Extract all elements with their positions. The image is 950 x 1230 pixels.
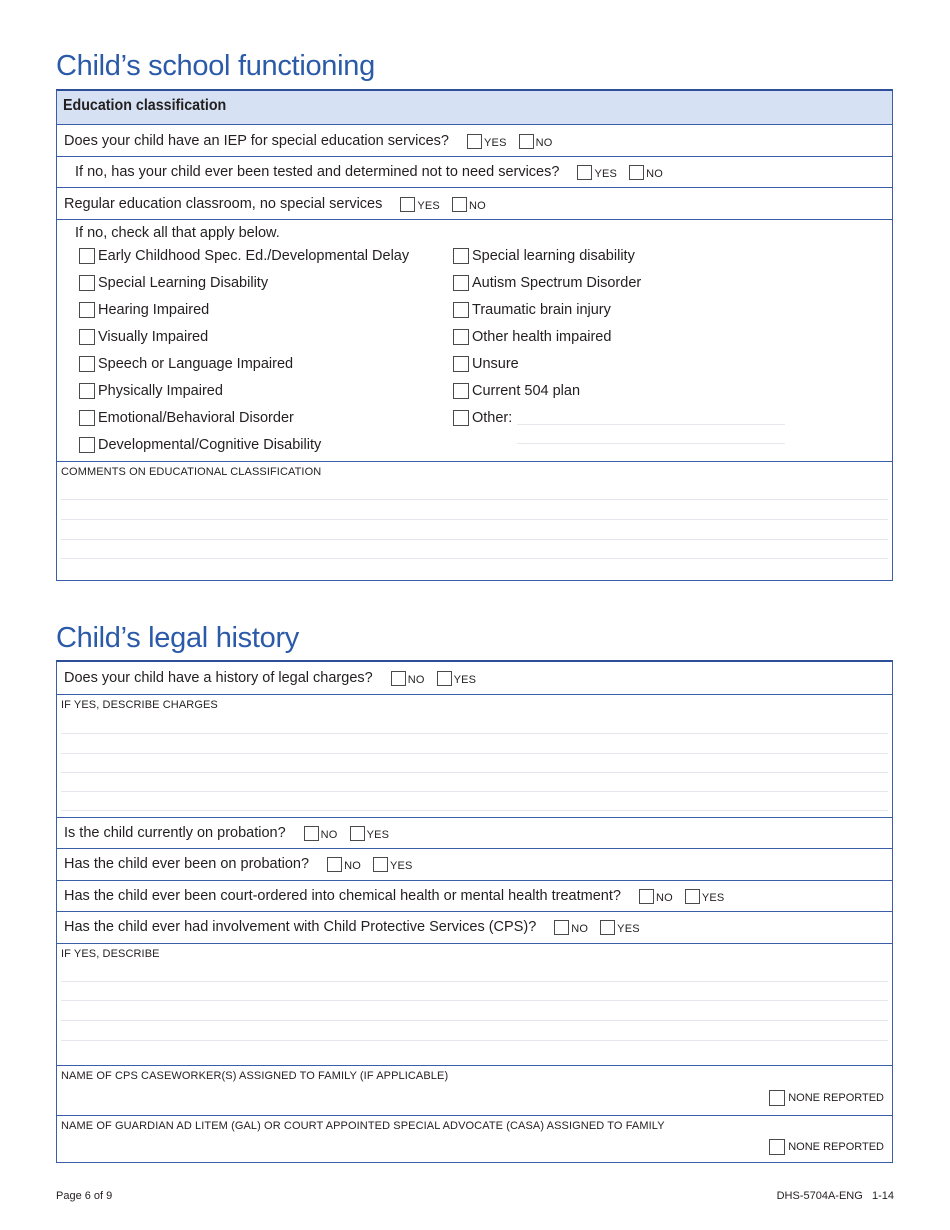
option-label: Developmental/Cognitive Disability — [98, 437, 322, 453]
comments-label: COMMENTS ON EDUCATIONAL CLASSIFICATION — [61, 466, 322, 478]
option-label: Special Learning Disability — [98, 275, 269, 291]
no-label: NO — [468, 200, 486, 212]
option-label: Emotional/Behavioral Disorder — [98, 410, 294, 426]
probation-current-row — [57, 818, 892, 849]
classification-checklist — [57, 220, 892, 462]
charges-question: Does your child have a history of legal charges? — [64, 670, 373, 686]
education-header: Education classification — [63, 97, 227, 114]
classification-option[interactable] — [453, 248, 635, 264]
caseworker-label: NAME OF CPS CASEWORKER(S) ASSIGNED TO FAMILY (IF APPLICABLE) — [61, 1070, 449, 1082]
option-label: Autism Spectrum Disorder — [472, 275, 642, 291]
classification-option[interactable] — [79, 329, 208, 345]
tested-question: If no, has your child ever been tested and determined not to need services? — [75, 164, 560, 180]
regular-row — [57, 188, 892, 220]
yes-label: YES — [453, 674, 477, 686]
option-label: Current 504 plan — [472, 383, 581, 399]
option-label: Other: — [472, 410, 513, 426]
option-label: Early Childhood Spec. Ed./Developmental Delay — [98, 248, 410, 264]
describe-charges-field[interactable] — [57, 695, 892, 818]
page-number: Page 6 of 9 — [56, 1190, 113, 1202]
cps-no-checkbox[interactable] — [554, 920, 569, 935]
probation-ever-question: Has the child ever been on probation? — [64, 856, 310, 872]
writing-line — [61, 981, 888, 982]
regular-question: Regular education classroom, no special services — [64, 196, 383, 212]
probation-current-question: Is the child currently on probation? — [64, 825, 286, 841]
describe-cps-field[interactable] — [57, 944, 892, 1066]
none-reported-label: NONE REPORTED — [788, 1141, 884, 1153]
gal-none-reported[interactable] — [769, 1139, 884, 1155]
writing-line — [61, 1020, 888, 1021]
legal-history-table — [56, 660, 893, 1163]
classification-option[interactable] — [79, 356, 293, 372]
yes-label: YES — [701, 892, 725, 904]
writing-line — [61, 1040, 888, 1041]
no-label: NO — [655, 892, 673, 904]
classification-option[interactable] — [79, 302, 209, 318]
tested-no-checkbox[interactable] — [629, 165, 644, 180]
tested-row — [57, 157, 892, 188]
court-ordered-no-checkbox[interactable] — [639, 889, 654, 904]
probation-ever-row — [57, 849, 892, 881]
yes-label: YES — [366, 829, 390, 841]
classification-option[interactable] — [453, 329, 611, 345]
caseworker-none-reported[interactable] — [769, 1090, 884, 1106]
education-header-row — [57, 91, 892, 125]
writing-line — [61, 791, 888, 792]
classification-option[interactable] — [79, 437, 321, 453]
writing-line — [61, 733, 888, 734]
option-label: Visually Impaired — [98, 329, 209, 345]
no-label: NO — [344, 860, 361, 872]
iep-question: Does your child have an IEP for special education services? — [64, 133, 450, 149]
court-ordered-question: Has the child ever been court-ordered into chemical health or mental health treatment? — [64, 888, 621, 904]
yes-label: YES — [484, 137, 507, 149]
writing-line — [61, 772, 888, 773]
gal-field[interactable] — [57, 1116, 892, 1163]
gal-none-checkbox[interactable] — [769, 1139, 785, 1155]
iep-yes-checkbox[interactable] — [467, 134, 482, 149]
option-label: Hearing Impaired — [98, 302, 210, 318]
writing-line — [61, 1000, 888, 1001]
classification-checkbox[interactable] — [79, 329, 95, 345]
other-checkbox[interactable] — [453, 410, 469, 426]
classification-checkbox[interactable] — [79, 302, 95, 318]
writing-line — [61, 558, 888, 559]
none-reported-label: NONE REPORTED — [788, 1092, 884, 1104]
classification-option[interactable] — [79, 410, 294, 426]
school-section-title: Child’s school functioning — [56, 50, 375, 82]
classification-checkbox[interactable] — [79, 383, 95, 399]
classification-checkbox[interactable] — [79, 356, 95, 372]
charges-row — [57, 662, 892, 695]
option-label: Traumatic brain injury — [472, 302, 611, 318]
cps-question: Has the child ever had involvement with Child Protective Services (CPS)? — [64, 919, 537, 935]
gal-label: NAME OF GUARDIAN AD LITEM (GAL) OR COURT APPOINTED SPECIAL ADVOCATE (CASA) ASSIGNED TO FAMILY — [61, 1120, 665, 1132]
comments-field[interactable] — [57, 462, 892, 581]
legal-section-title: Child’s legal history — [56, 622, 300, 654]
option-label: Special learning disability — [472, 248, 635, 264]
classification-option[interactable] — [453, 383, 580, 399]
probation-ever-yes-checkbox[interactable] — [373, 857, 388, 872]
charges-yes-checkbox[interactable] — [437, 671, 452, 686]
writing-line — [61, 499, 888, 500]
classification-checkbox[interactable] — [453, 302, 469, 318]
no-label: NO — [407, 674, 425, 686]
caseworker-field[interactable] — [57, 1066, 892, 1116]
classification-option[interactable] — [453, 275, 641, 291]
tested-yes-checkbox[interactable] — [577, 165, 592, 180]
classification-option[interactable] — [79, 383, 223, 399]
classification-checkbox[interactable] — [453, 356, 469, 372]
caseworker-none-checkbox[interactable] — [769, 1090, 785, 1106]
classification-checkbox[interactable] — [453, 383, 469, 399]
classification-checkbox[interactable] — [79, 437, 95, 453]
iep-row — [57, 125, 892, 157]
classification-checkbox[interactable] — [79, 248, 95, 264]
classification-checkbox[interactable] — [453, 248, 469, 264]
no-label: NO — [320, 829, 338, 841]
classification-checkbox[interactable] — [453, 275, 469, 291]
option-label: Speech or Language Impaired — [98, 356, 294, 372]
probation-current-yes-checkbox[interactable] — [350, 826, 365, 841]
regular-no-checkbox[interactable] — [452, 197, 467, 212]
classification-option[interactable] — [79, 275, 268, 291]
classification-option-other[interactable] — [453, 410, 512, 426]
classification-option[interactable] — [79, 248, 409, 264]
regular-yes-checkbox[interactable] — [400, 197, 415, 212]
court-ordered-yes-checkbox[interactable] — [685, 889, 700, 904]
probation-ever-no-checkbox[interactable] — [327, 857, 342, 872]
no-label: NO — [535, 137, 553, 149]
yes-label: YES — [594, 168, 618, 180]
charges-no-checkbox[interactable] — [391, 671, 406, 686]
option-label: Other health impaired — [472, 329, 612, 345]
classification-option[interactable] — [453, 356, 519, 372]
form-id: DHS-5704A-ENG 1-14 — [776, 1190, 894, 1202]
probation-current-no-checkbox[interactable] — [304, 826, 319, 841]
court-ordered-row — [57, 881, 892, 912]
iep-no-checkbox[interactable] — [519, 134, 534, 149]
other-input-line[interactable] — [517, 443, 785, 444]
classification-option[interactable] — [453, 302, 611, 318]
yes-label: YES — [617, 923, 640, 935]
classification-checkbox[interactable] — [453, 329, 469, 345]
no-label: NO — [646, 168, 663, 180]
option-label: Unsure — [472, 356, 519, 372]
education-classification-table — [56, 89, 893, 581]
writing-line — [61, 753, 888, 754]
describe-label: IF YES, DESCRIBE — [61, 948, 160, 960]
writing-line — [61, 810, 888, 811]
writing-line — [61, 519, 888, 520]
option-label: Physically Impaired — [98, 383, 223, 399]
check-intro: If no, check all that apply below. — [75, 225, 280, 241]
yes-label: YES — [389, 860, 413, 872]
yes-label: YES — [417, 200, 440, 212]
writing-line — [61, 539, 888, 540]
other-input-line[interactable] — [517, 424, 785, 425]
classification-checkbox[interactable] — [79, 410, 95, 426]
cps-yes-checkbox[interactable] — [600, 920, 615, 935]
describe-charges-label: IF YES, DESCRIBE CHARGES — [61, 699, 218, 711]
cps-row — [57, 912, 892, 944]
classification-checkbox[interactable] — [79, 275, 95, 291]
no-label: NO — [571, 923, 589, 935]
